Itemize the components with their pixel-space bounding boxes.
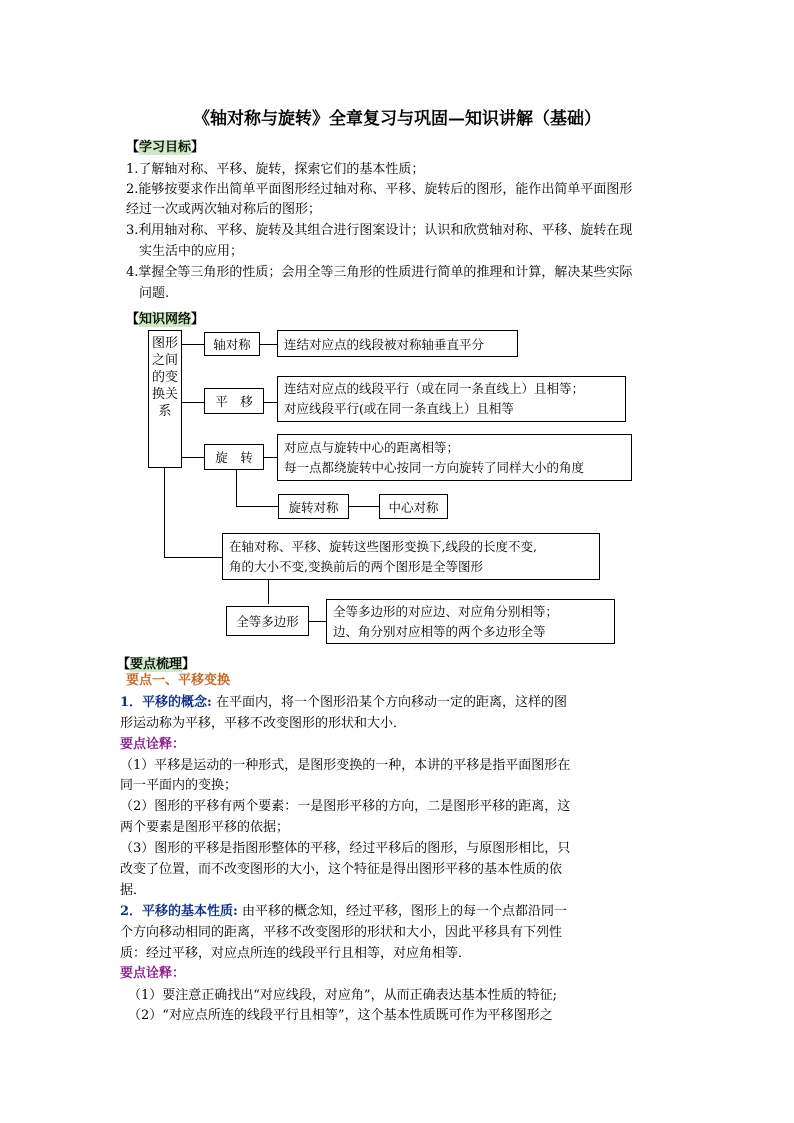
congruent-desc-box: [326, 599, 615, 644]
note-1-line-6: 改变了位置，而不改变图形的大小，这个特征是得出图形平移的基本性质的依: [120, 862, 563, 877]
rotate-desc-1: 对应点与旋转中心的距离相等；: [284, 439, 460, 455]
congruent-desc-1: 全等多边形的对应边、对应角分别相等；: [333, 603, 559, 619]
objective-3-cont: 实生活中的应用；: [139, 244, 244, 259]
center-symmetry-box: 中心对称: [379, 494, 448, 519]
connector-root-translate: [182, 402, 204, 403]
translate-desc-2: 对应线段平行(或在同一条直线上）且相等: [284, 401, 514, 416]
subsection-1-title: 要点一、平移变换: [126, 673, 231, 688]
rotate-desc-box: [277, 434, 632, 481]
objective-1: 1.了解轴对称、平移、旋转，探索它们的基本性质；: [126, 162, 425, 177]
note-2-line-2: （2）“对应点所连的线段平行且相等”，这个基本性质既可作为平移图形之: [128, 1008, 553, 1023]
translation-property-cont-1: 个方向移动相同的距离，平移不改变图形的形状和大小，因此平移具有下列性: [120, 925, 563, 940]
translation-property-label: 2．平移的基本性质:: [120, 904, 238, 919]
translation-property: [120, 902, 567, 922]
connector-centersym: [349, 506, 379, 507]
note-2-line-1: （1）要注意正确找出“对应线段，对应角”，从而正确表达基本性质的特征;: [128, 988, 557, 1003]
objectives-heading-text: 学习目标: [139, 140, 192, 155]
axis-box: 轴对称: [204, 332, 260, 356]
network-heading-text: 知识网络: [139, 312, 192, 327]
common-property-box: [222, 533, 600, 580]
objective-2-cont: 经过一次或两次轴对称后的图形；: [126, 202, 322, 217]
congruent-desc-2: 边、角分别对应相等的两个多边形全等: [333, 623, 546, 639]
rotation-symmetry-box: 旋转对称: [278, 494, 349, 519]
translate-box: 平 移: [204, 388, 264, 414]
connector-rotate-down: [236, 470, 237, 507]
objective-4: 4.掌握全等三角形的性质；会用全等三角形的性质进行简单的推理和计算，解决某些实际: [126, 265, 633, 280]
page-title: 《轴对称与旋转》全章复习与巩固—知识讲解（基础）: [193, 109, 601, 129]
connector-root-rotate: [182, 457, 204, 458]
rotate-desc-2: 每一点都绕旋转中心按同一方向旋转了同样大小的角度: [284, 459, 585, 475]
objective-3: 3.利用轴对称、平移、旋转及其组合进行图案设计；认识和欣赏轴对称、平移、旋转在现: [126, 223, 633, 238]
objective-2: 2.能够按要求作出简单平面图形经过轴对称、平移、旋转后的图形，能作出简单平面图形: [126, 182, 633, 197]
connector-rotsym: [236, 506, 278, 507]
objectives-heading: 【学习目标】: [126, 140, 205, 155]
rotate-box: 旋 转: [204, 444, 264, 470]
axis-desc-box: 连结对应点的线段被对称轴垂直平分: [277, 330, 518, 357]
connector-common-congruent: [268, 580, 269, 604]
note-1-line-4: 两个要素是图形平移的依据；: [120, 820, 290, 835]
note-1-line-3: （2）图形的平移有两个要素：一是图形平移的方向，二是图形平移的距离，这: [120, 799, 571, 814]
note-1-heading: 要点诠释：: [120, 737, 186, 752]
connector-root-common: [164, 557, 222, 558]
connector-axis-desc: [259, 344, 277, 345]
objective-4-cont: 问题.: [139, 286, 170, 301]
note-1-line-2: 同一平面内的变换；: [120, 778, 238, 793]
congruent-box: 全等多边形: [226, 606, 309, 636]
translation-concept-cont: 形运动称为平移，平移不改变图形的形状和大小．: [120, 716, 407, 731]
connector-congruent-desc: [309, 621, 326, 622]
points-heading: 【要点梳理】: [117, 657, 196, 672]
translation-concept: [120, 693, 567, 713]
root-box: 图形之间的变换关系: [148, 330, 182, 468]
connector-rotate-desc: [263, 457, 277, 458]
connector-translate-desc: [263, 402, 277, 403]
note-1-line-5: （3）图形的平移是指图形整体的平移，经过平移后的图形，与原图形相比，只: [120, 841, 571, 856]
connector-root-down: [164, 468, 165, 558]
points-heading-text: 要点梳理: [130, 657, 183, 672]
note-1-line-1: （1）平移是运动的一种形式，是图形变换的一种，本讲的平移是指平面图形在: [120, 758, 571, 773]
translate-desc-1: 连结对应点的线段平行（或在同一条直线上）且相等；: [284, 381, 585, 396]
common-property-1: 在轴对称、平移、旋转这些图形变换下,线段的长度不变,: [229, 538, 537, 554]
connector-root-axis: [182, 344, 204, 345]
common-property-2: 角的大小不变,变换前后的两个图形是全等图形: [229, 558, 483, 574]
translate-desc-box: [277, 376, 626, 422]
translation-property-text: 由平移的概念知，经过平移，图形上的每一个点都沿同一: [237, 904, 567, 919]
network-heading: 【知识网络】: [126, 312, 205, 327]
translation-property-cont-2: 质：经过平移，对应点所连的线段平行且相等，对应角相等．: [120, 946, 472, 961]
translation-concept-label: 1．平移的概念:: [120, 695, 212, 710]
note-1-line-7: 据．: [120, 883, 147, 898]
note-2-heading: 要点诠释：: [120, 966, 186, 981]
translation-concept-text: 在平面内，将一个图形沿某个方向移动一定的距离，这样的图: [211, 695, 567, 710]
